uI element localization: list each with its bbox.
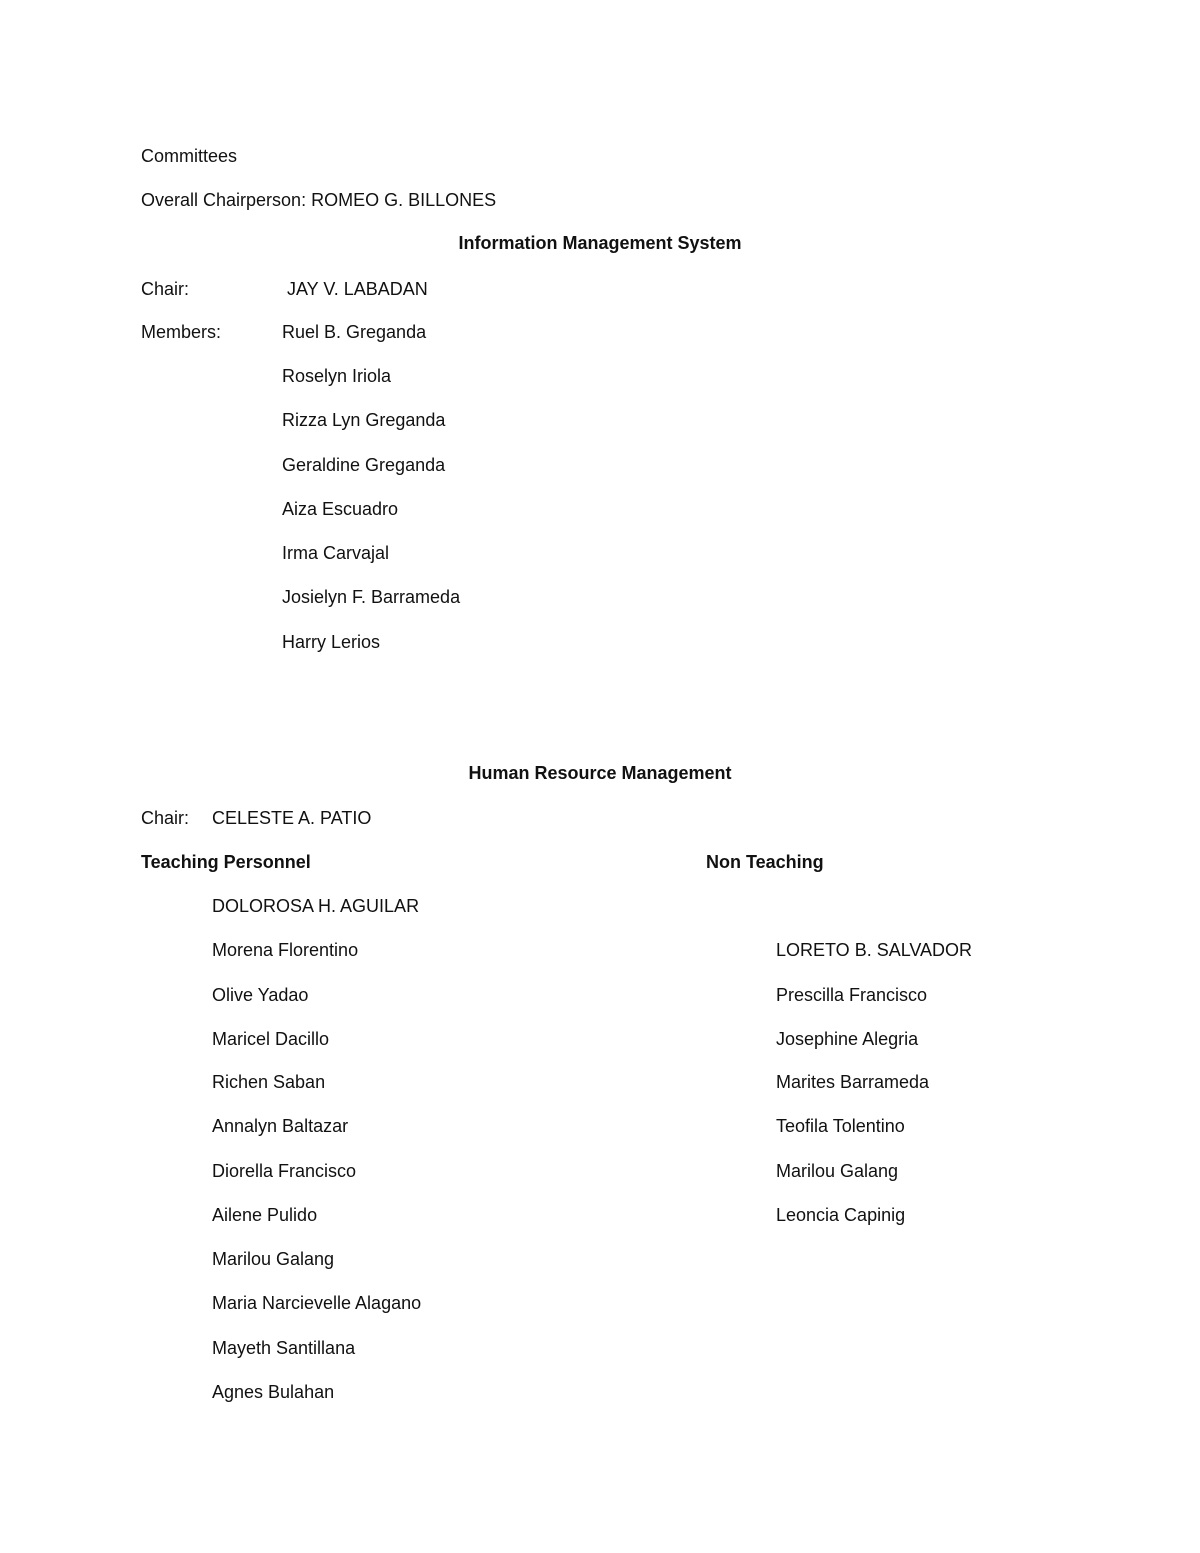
hrm-chair-label: Chair: xyxy=(141,808,190,828)
teaching-member: Agnes Bulahan xyxy=(212,1382,335,1402)
ims-members-label: Members: xyxy=(141,322,222,342)
teaching-member: Ailene Pulido xyxy=(212,1205,318,1225)
ims-member: Irma Carvajal xyxy=(282,543,390,563)
teaching-member: Diorella Francisco xyxy=(212,1161,357,1181)
teaching-member: Annalyn Baltazar xyxy=(212,1116,349,1136)
ims-section-title: Information Management System xyxy=(458,233,742,253)
ims-member: Ruel B. Greganda xyxy=(282,322,427,342)
teaching-member: Maria Narcievelle Alagano xyxy=(212,1293,422,1313)
non-teaching-member: Teofila Tolentino xyxy=(776,1116,905,1136)
teaching-member: Olive Yadao xyxy=(212,985,309,1005)
page-heading: Committees xyxy=(141,146,238,166)
non-teaching-member: LORETO B. SALVADOR xyxy=(776,940,973,960)
teaching-member: Maricel Dacillo xyxy=(212,1029,330,1049)
teaching-member: Richen Saban xyxy=(212,1072,326,1092)
ims-member: Geraldine Greganda xyxy=(282,455,446,475)
teaching-member: Morena Florentino xyxy=(212,940,359,960)
teaching-personnel-heading: Teaching Personnel xyxy=(141,852,311,872)
ims-member: Rizza Lyn Greganda xyxy=(282,410,446,430)
ims-member: Aiza Escuadro xyxy=(282,499,399,519)
teaching-member: DOLOROSA H. AGUILAR xyxy=(212,896,420,916)
ims-chair-label: Chair: xyxy=(141,279,190,299)
non-teaching-member: Marilou Galang xyxy=(776,1161,899,1181)
hrm-chair-name: CELESTE A. PATIO xyxy=(212,808,372,828)
ims-member: Josielyn F. Barrameda xyxy=(282,587,461,607)
teaching-member: Mayeth Santillana xyxy=(212,1338,356,1358)
overall-chairperson: Overall Chairperson: ROMEO G. BILLONES xyxy=(141,190,497,210)
non-teaching-heading: Non Teaching xyxy=(706,852,824,872)
ims-chair-name: JAY V. LABADAN xyxy=(287,279,428,299)
non-teaching-member: Leoncia Capinig xyxy=(776,1205,906,1225)
ims-member: Roselyn Iriola xyxy=(282,366,392,386)
ims-member: Harry Lerios xyxy=(282,632,381,652)
non-teaching-member: Prescilla Francisco xyxy=(776,985,928,1005)
non-teaching-member: Marites Barrameda xyxy=(776,1072,930,1092)
non-teaching-member: Josephine Alegria xyxy=(776,1029,919,1049)
teaching-member: Marilou Galang xyxy=(212,1249,335,1269)
hrm-section-title: Human Resource Management xyxy=(468,763,732,783)
